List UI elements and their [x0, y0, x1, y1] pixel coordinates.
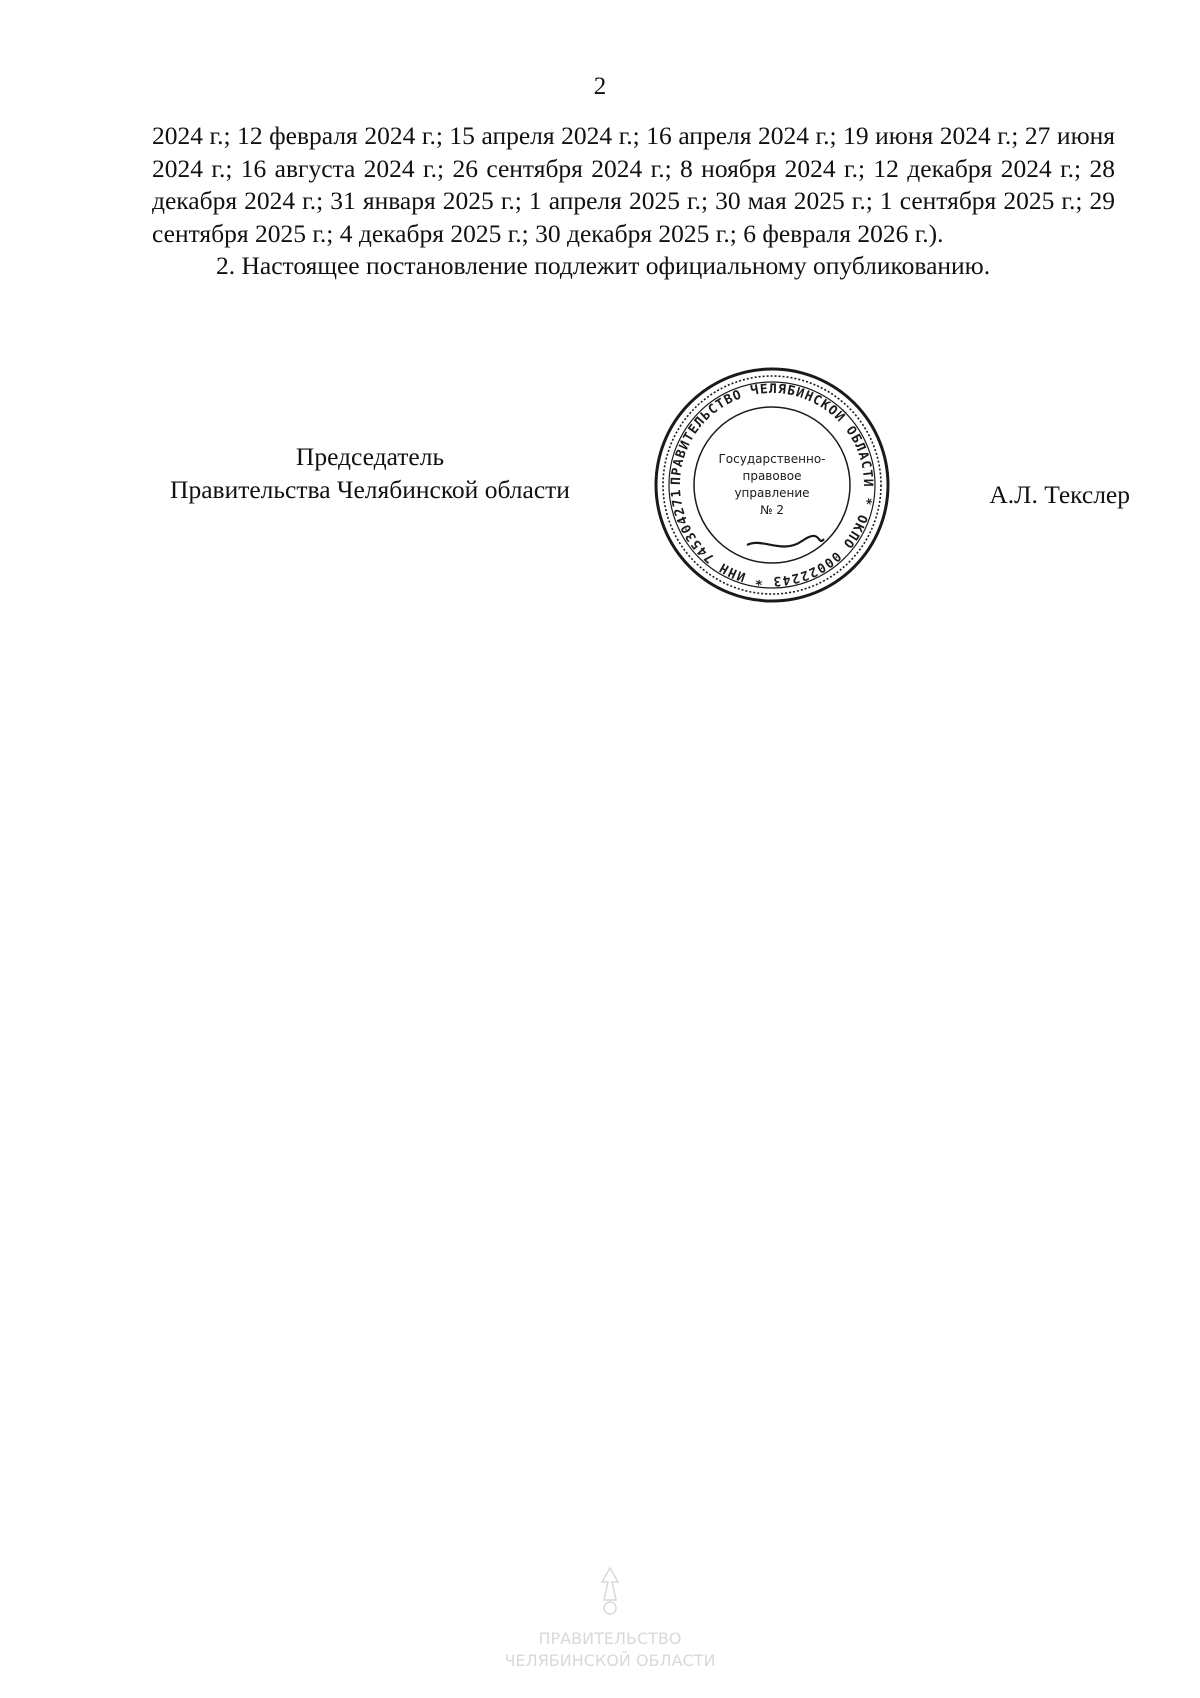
- watermark-line-1: ПРАВИТЕЛЬСТВО: [538, 1629, 682, 1648]
- seal-center-line-2: правовое: [742, 469, 802, 483]
- document-body: [152, 120, 1115, 283]
- paragraph-dates-list: 2024 г.; 12 февраля 2024 г.; 15 апреля 2024 г.; 16 апреля 2024 г.; 19 июня 2024 г.; 27 июня 2024 г.; 16 августа 2024 г.; 26 сентября 2024 г.; 8 ноября 2024 г.; 12 декабря 2024 г.; 28 декабря 2024 г.; 31 января 2025 г.; 1 апреля 2025 г.; 30 мая 2025 г.; 1 сентября 2025 г.; 29 сентября 2025 г.; 4 декабря 2025 г.; 30 декабря 2025 г.; 6 февраля 2026 г.).: [152, 121, 1115, 248]
- watermark-line-2: ЧЕЛЯБИНСКОЙ ОБЛАСТИ: [504, 1651, 716, 1670]
- page-number: 2: [593, 73, 607, 100]
- watermark-emblem: [480, 1560, 740, 1680]
- signatory-position-line-1: Председатель: [295, 442, 445, 471]
- signatory-position: [140, 440, 600, 506]
- signatory-name: А.Л. Текслер: [989, 480, 1130, 509]
- seal-center-line-1: Государственно-: [718, 452, 826, 466]
- official-seal-stamp: [652, 365, 892, 605]
- paragraph-publication-clause: 2. Настоящее постановление подлежит официальному опубликованию.: [216, 251, 991, 281]
- seal-center-line-4: № 2: [760, 503, 784, 517]
- signatory-position-line-2: Правительства Челябинской области: [170, 475, 570, 504]
- seal-center-line-3: управление: [734, 486, 810, 500]
- seal-ring-text: ПРАВИТЕЛЬСТВО ЧЕЛЯБИНСКОЙ ОБЛАСТИ * ОКПО 00022243 * ИНН 745304271: [668, 381, 876, 589]
